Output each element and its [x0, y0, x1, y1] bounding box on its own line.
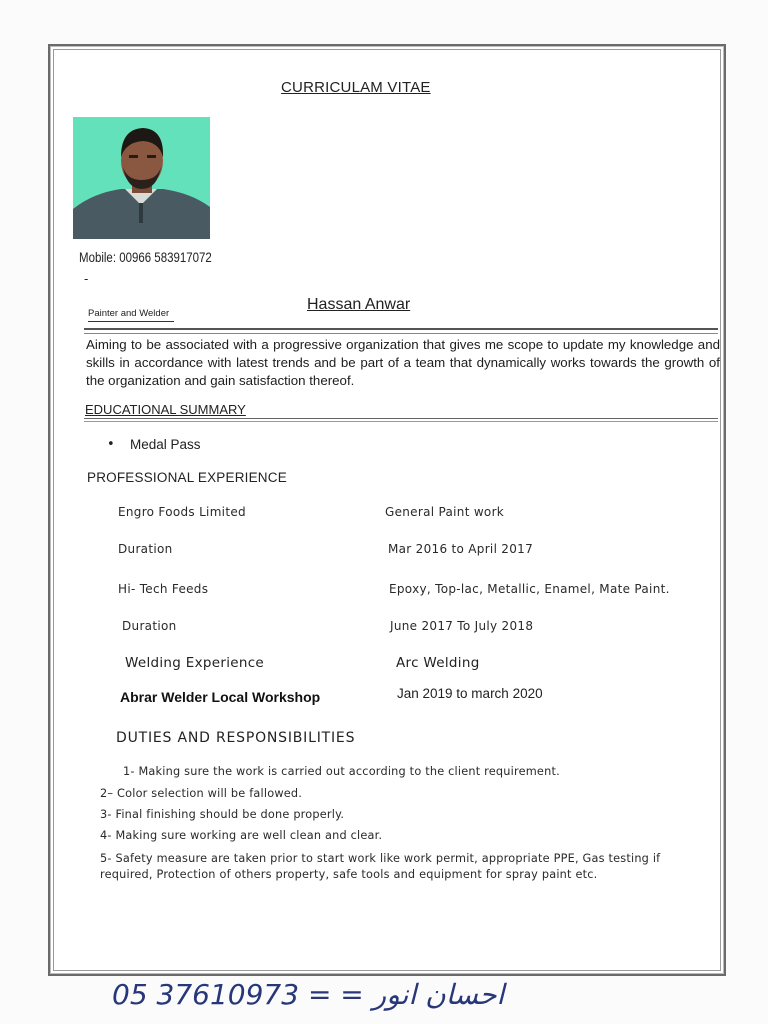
career-objective: Aiming to be associated with a progressive organization that gives me scope to update my knowledge and skills in accordance with latest trends and be part of a team that dynamically works towards the growth of the organization and gain satisfaction thereof.: [86, 337, 720, 388]
job-role: Painter and Welder: [88, 308, 174, 322]
duty-item: 1- Making sure the work is carried out according to the client requirement.: [123, 765, 560, 778]
welding-type: Arc Welding: [396, 655, 480, 671]
dash-mark: -: [84, 272, 89, 286]
education-divider: [84, 418, 718, 422]
profile-photo: [73, 117, 210, 239]
candidate-name: Hassan Anwar: [307, 296, 411, 313]
profile-photo-drawing: [73, 117, 210, 239]
duration-value: June 2017 To July 2018: [390, 619, 534, 633]
experience-heading: PROFESSIONAL EXPERIENCE: [87, 470, 287, 485]
header-divider: [84, 328, 718, 334]
duty-item: 4- Making sure working are well clean and clear.: [100, 829, 383, 842]
duty-item: 3- Final finishing should be done properly.: [100, 808, 345, 821]
duration-label: Duration: [118, 542, 173, 556]
handwritten-note: 05 37610973 = = احسان انور: [112, 978, 505, 1011]
education-heading: EDUCATIONAL SUMMARY: [85, 402, 246, 417]
duty-item: 2– Color selection will be fallowed.: [100, 787, 303, 800]
welding-experience-label: Welding Experience: [125, 655, 265, 671]
experience-work-type: Epoxy, Top-lac, Metallic, Enamel, Mate Paint.: [389, 582, 670, 596]
workshop-duration: Jan 2019 to march 2020: [397, 686, 543, 701]
duration-label: Duration: [122, 619, 177, 633]
experience-employer: Engro Foods Limited: [118, 505, 246, 519]
duties-heading: DUTIES AND RESPONSIBILITIES: [116, 730, 356, 746]
mobile-number: Mobile: 00966 583917072: [79, 249, 212, 265]
experience-work-type: General Paint work: [385, 505, 505, 519]
workshop-name: Abrar Welder Local Workshop: [120, 689, 321, 705]
duty-item: 5- Safety measure are taken prior to start work like work permit, appropriate PPE, Gas testing if required, Protection of others property, safe tools and equipment for spray paint etc.: [100, 852, 661, 881]
experience-employer: Hi- Tech Feeds: [118, 582, 209, 596]
document-title: CURRICULAM VITAE: [281, 79, 431, 96]
education-item: Medal Pass: [130, 437, 201, 452]
bullet-point: •: [107, 437, 115, 452]
duration-value: Mar 2016 to April 2017: [388, 542, 534, 556]
